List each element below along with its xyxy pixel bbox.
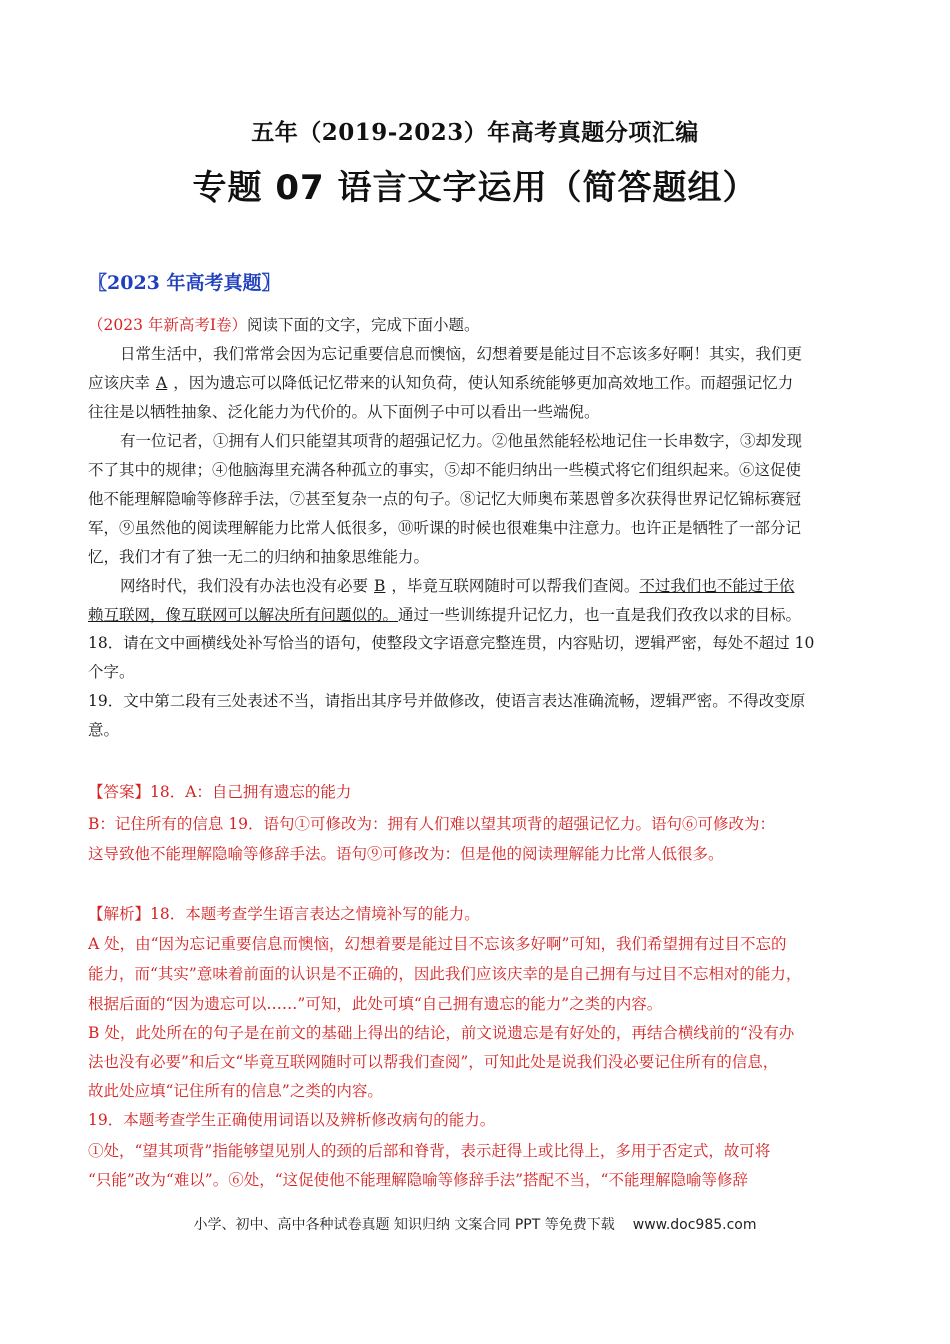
q18-line2: 个字。 bbox=[88, 663, 135, 681]
analysis-line8: 19．本题考查学生正确使用词语以及辨析修改病句的能力。 bbox=[88, 1111, 496, 1129]
q19-line1: 19．文中第二段有三处表述不当，请指出其序号并做修改，使语言表达准确流畅，逻辑严密。不得改变原 bbox=[88, 692, 806, 710]
answer-line2: B：记住所有的信息 19．语句①可修改为：拥有人们难以望其项背的超强记忆力。语句⑥可修改为： bbox=[88, 815, 776, 833]
blank-b: B bbox=[374, 577, 386, 595]
analysis-line3: 能力，而“其实”意味着前面的认识是不正确的，因此我们应该庆幸的是自己拥有与过目不忘相对的能力， bbox=[88, 965, 802, 983]
page-supertitle: 五年（2019-2023）年高考真题分项汇编 bbox=[251, 119, 699, 146]
answer-line1: 【答案】18．A：自己拥有遗忘的能力 bbox=[88, 783, 352, 801]
passage-p2-line5: 忆，我们才有了独一无二的归纳和抽象思维能力。 bbox=[88, 548, 430, 566]
passage-p2-line1: 有一位记者，①拥有人们只能望其项背的超强记忆力。②他虽然能轻松地记住一长串数字，③却发现 bbox=[120, 432, 803, 450]
answer-line3: 这导致他不能理解隐喻等修辞手法。语句⑨可修改为：但是他的阅读理解能力比常人低很多。 bbox=[88, 845, 724, 863]
analysis-line9: ①处，“望其项背”指能够望见别人的颈的后部和脊背，表示赶得上或比得上，多用于否定式，故可将 bbox=[88, 1142, 771, 1160]
page-footer bbox=[0, 1214, 950, 1234]
footer-url[interactable]: www.doc985.com bbox=[632, 1217, 757, 1233]
p1-text-b: ，因为遗忘可以降低记忆带来的认知负荷，使认知系统能够更加高效地工作。而超强记忆力 bbox=[173, 374, 794, 392]
blank-a: A bbox=[156, 374, 168, 392]
analysis-line6: 法也没有必要”和后文“毕竟互联网随时可以帮我们查阅”，可知此处是说我们没必要记住所有的信息， bbox=[88, 1053, 779, 1071]
p3-text-c: 通过一些训练提升记忆力，也一直是我们孜孜以求的目标。 bbox=[398, 606, 802, 624]
passage-p3-line2 bbox=[88, 605, 868, 625]
p1-text-a: 应该庆幸 bbox=[88, 374, 151, 392]
question-source: （2023 年新高考Ⅰ卷） bbox=[88, 316, 247, 334]
analysis-line2: A 处，由“因为忘记重要信息而懊恼，幻想着要是能过目不忘该多好啊”可知，我们希望拥有过目不忘的 bbox=[88, 935, 787, 953]
q19-line2: 意。 bbox=[88, 721, 120, 739]
p3-text-b: ，毕竟互联网随时可以帮我们查阅。 bbox=[391, 577, 640, 595]
passage-p1-line3: 往往是以牺牲抽象、泛化能力为代价的。从下面例子中可以看出一些端倪。 bbox=[88, 403, 600, 421]
analysis-line1: 【解析】18．本题考查学生语言表达之情境补写的能力。 bbox=[88, 905, 480, 923]
p3-underlined-a: 不过我们也不能过于依 bbox=[639, 577, 795, 595]
passage-p1-line1: 日常生活中，我们常常会因为忘记重要信息而懊恼，幻想着要是能过目不忘该多好啊！其实，我们更 bbox=[120, 345, 803, 363]
passage-p2-line4: 军，⑨虽然他的阅读理解能力比常人低很多，⑩听课的时候也很难集中注意力。也许正是牺牲了一部分记 bbox=[88, 519, 802, 537]
p3-text-a: 网络时代，我们没有办法也没有必要 bbox=[120, 577, 369, 595]
footer-text: 小学、初中、高中各种试卷真题 知识归纳 文案合同 PPT 等免费下载 bbox=[193, 1217, 615, 1233]
section-title: 〖2023 年高考真题〗 bbox=[88, 272, 281, 294]
analysis-line7: 故此处应填“记住所有的信息”之类的内容。 bbox=[88, 1082, 383, 1100]
question-intro bbox=[88, 315, 868, 335]
analysis-line4: 根据后面的“因为遗忘可以……”可知，此处可填“自己拥有遗忘的能力”之类的内容。 bbox=[88, 995, 663, 1013]
analysis-line5: B 处，此处所在的句子是在前文的基础上得出的结论，前文说遗忘是有好处的，再结合横线前的“没有办 bbox=[88, 1024, 795, 1042]
page-title: 专题 07 语言文字运用（简答题组） bbox=[192, 168, 758, 208]
passage-p1-line2 bbox=[88, 373, 868, 393]
passage-p2-line3: 他不能理解隐喻等修辞手法，⑦甚至复杂一点的句子。⑧记忆大师奥布莱恩曾多次获得世界记忆锦标赛冠 bbox=[88, 490, 802, 508]
passage-p2-line2: 不了其中的规律；④他脑海里充满各种孤立的事实，⑤却不能归纳出一些模式将它们组织起来。⑥这促使 bbox=[88, 461, 802, 479]
analysis-line10: “只能”改为“难以”。⑥处，“这促使他不能理解隐喻等修辞手法”搭配不当，“不能理解隐喻等修辞 bbox=[88, 1171, 748, 1189]
intro-text: 阅读下面的文字，完成下面小题。 bbox=[247, 316, 480, 334]
p3-underlined-b: 赖互联网，像互联网可以解决所有问题似的。 bbox=[88, 606, 399, 624]
q18-line1: 18．请在文中画横线处补写恰当的语句，使整段文字语意完整连贯，内容贴切，逻辑严密，每处不超过 10 bbox=[88, 634, 815, 652]
passage-p3-line1 bbox=[120, 576, 868, 596]
